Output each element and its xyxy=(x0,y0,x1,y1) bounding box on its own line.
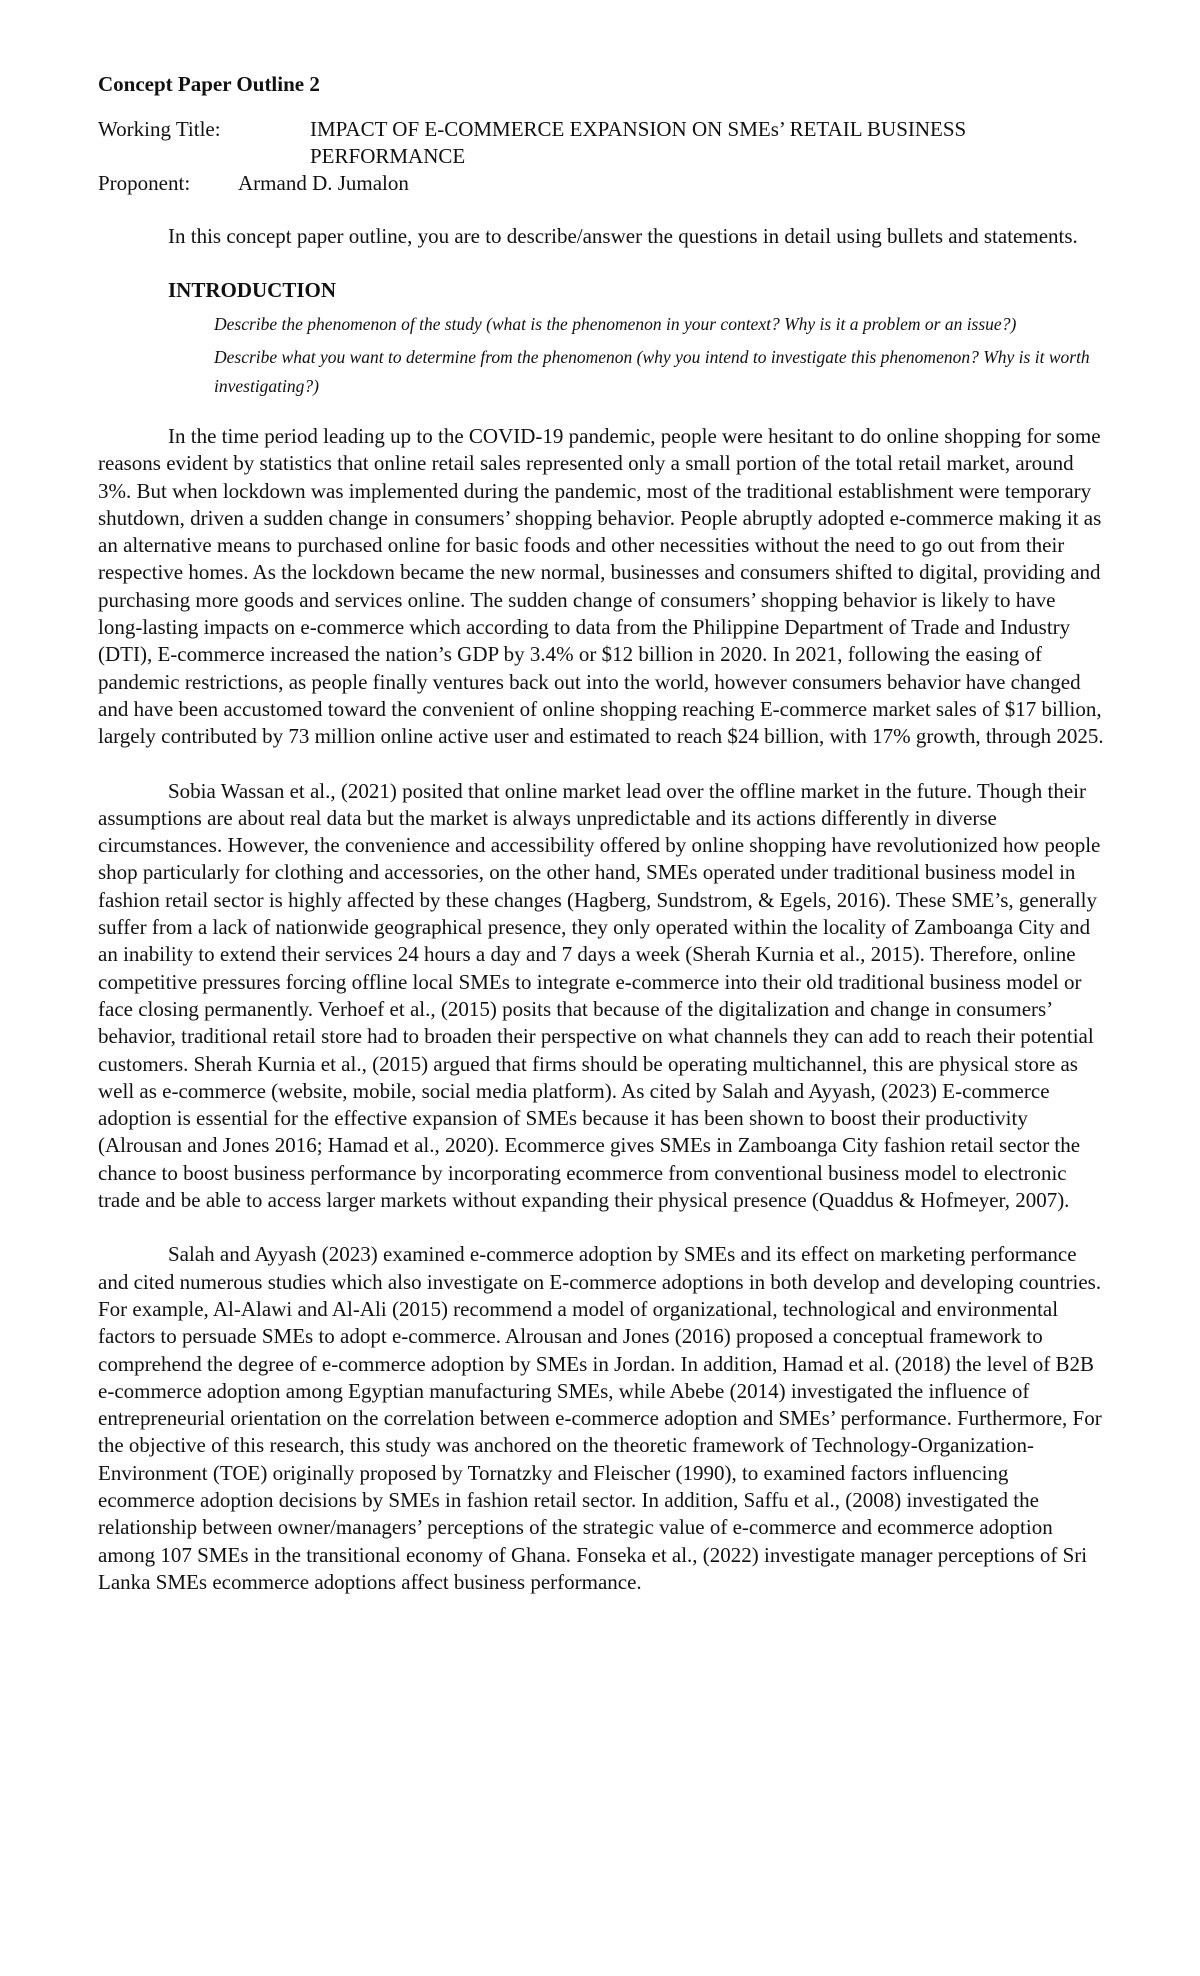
introduction-heading: INTRODUCTION xyxy=(168,278,337,302)
proponent-value: Armand D. Jumalon xyxy=(238,171,409,195)
paragraph: In the time period leading up to the COVID-19 pandemic, people were hesitant to do online shopping for some reasons evident by statistics that online retail sales represented only a small portion of the total retail market, around 3%. But when lockdown was implemented during the pandemic, most of the traditional establishment were temporary shutdown, driven a sudden change in consumers’ shopping behavior. People abruptly adopted e-commerce making it as an alternative means to purchased online for basic foods and other necessities without the need to go out from their respective homes. As the lockdown became the new normal, businesses and consumers shifted to digital, providing and purchasing more goods and services online. The sudden change of consumers’ shopping behavior is likely to have long-lasting impacts on e-commerce which according to data from the Philippine Department of Trade and Industry (DTI), E-commerce increased the nation’s GDP by 3.4% or $12 billion in 2020. In 2021, following the easing of pandemic restrictions, as people finally ventures back out into the world, however consumers behavior have changed and have been accustomed toward the convenient of online shopping reaching E-commerce market sales of $17 billion, largely contributed by 73 million online active user and estimated to reach $24 billion, with 17% growth, through 2025. xyxy=(98,424,1104,749)
working-title-row xyxy=(98,116,1104,170)
introduction-body xyxy=(98,423,1104,1596)
working-title-label: Working Title: xyxy=(98,117,221,141)
document-heading: Concept Paper Outline 2 xyxy=(98,72,320,96)
paragraph: Sobia Wassan et al., (2021) posited that online market lead over the offline market in the future. Though their assumptions are about real data but the market is always unpredictable and its actions differently in diverse circumstances. However, the convenience and accessibility offered by online shopping have revolutionized how people shop particularly for clothing and accessories, on the other hand, SMEs operated under traditional business model in fashion retail sector is highly affected by these changes (Hagberg, Sundstrom, & Egels, 2016). These SME’s, generally suffer from a lack of nationwide geographical presence, they only operated within the locality of Zamboanga City and an inability to extend their services 24 hours a day and 7 days a week (Sherah Kurnia et al., 2015). Therefore, online competitive pressures forcing offline local SMEs to integrate e-commerce into their old traditional business model or face closing permanently. Verhoef et al., (2015) posits that because of the digitalization and change in consumers’ behavior, traditional retail store had to broaden their perspective on what channels they can add to reach their potential customers. Sherah Kurnia et al., (2015) argued that firms should be operating multichannel, this are physical store as well as e-commerce (website, mobile, social media platform). As cited by Salah and Ayyash, (2023) E-commerce adoption is essential for the effective expansion of SMEs because it has been shown to boost their productivity (Alrousan and Jones 2016; Hamad et al., 2020). Ecommerce gives SMEs in Zamboanga City fashion retail sector the chance to boost business performance by incorporating ecommerce from conventional business model to electronic trade and be able to access larger markets without expanding their physical presence (Quaddus & Hofmeyer, 2007). xyxy=(98,778,1101,1213)
proponent-label: Proponent: xyxy=(98,171,191,195)
proponent-row xyxy=(98,170,1104,197)
instructions-text: In this concept paper outline, you are to describe/answer the questions in detail using bullets and statements. xyxy=(168,224,1078,248)
working-title-value: IMPACT OF E-COMMERCE EXPANSION ON SMEs’ RETAIL BUSINESS PERFORMANCE xyxy=(310,117,967,168)
paragraph: Salah and Ayyash (2023) examined e-commerce adoption by SMEs and its effect on marketing performance and cited numerous studies which also investigate on E-commerce adoptions in both develop and developing countries. For example, Al-Alawi and Al-Ali (2015) recommend a model of organizational, technological and environmental factors to persuade SMEs to adopt e-commerce. Alrousan and Jones (2016) proposed a conceptual framework to comprehend the degree of e-commerce adoption by SMEs in Jordan. In addition, Hamad et al. (2018) the level of B2B e-commerce adoption among Egyptian manufacturing SMEs, while Abebe (2014) investigated the influence of entrepreneurial orientation on the correlation between e-commerce adoption and SMEs’ performance. Furthermore, For the objective of this research, this study was anchored on the theoretic framework of Technology-Organization-Environment (TOE) originally proposed by Tornatzky and Fleischer (1990), to examined factors influencing ecommerce adoption decisions by SMEs in fashion retail sector. In addition, Saffu et al., (2008) investigated the relationship between owner/managers’ perceptions of the strategic value of e-commerce and ecommerce adoption among 107 SMEs in the transitional economy of Ghana. Fonseka et al., (2022) investigate manager perceptions of Sri Lanka SMEs ecommerce adoptions affect business performance. xyxy=(98,1242,1102,1594)
prompt-phenomenon: Describe the phenomenon of the study (what is the phenomenon in your context? Why is it a problem or an issue?) xyxy=(214,314,1017,334)
prompt-determine: Describe what you want to determine from the phenomenon (why you intend to investigate this phenomenon? Why is it worth investigating?) xyxy=(214,347,1090,396)
